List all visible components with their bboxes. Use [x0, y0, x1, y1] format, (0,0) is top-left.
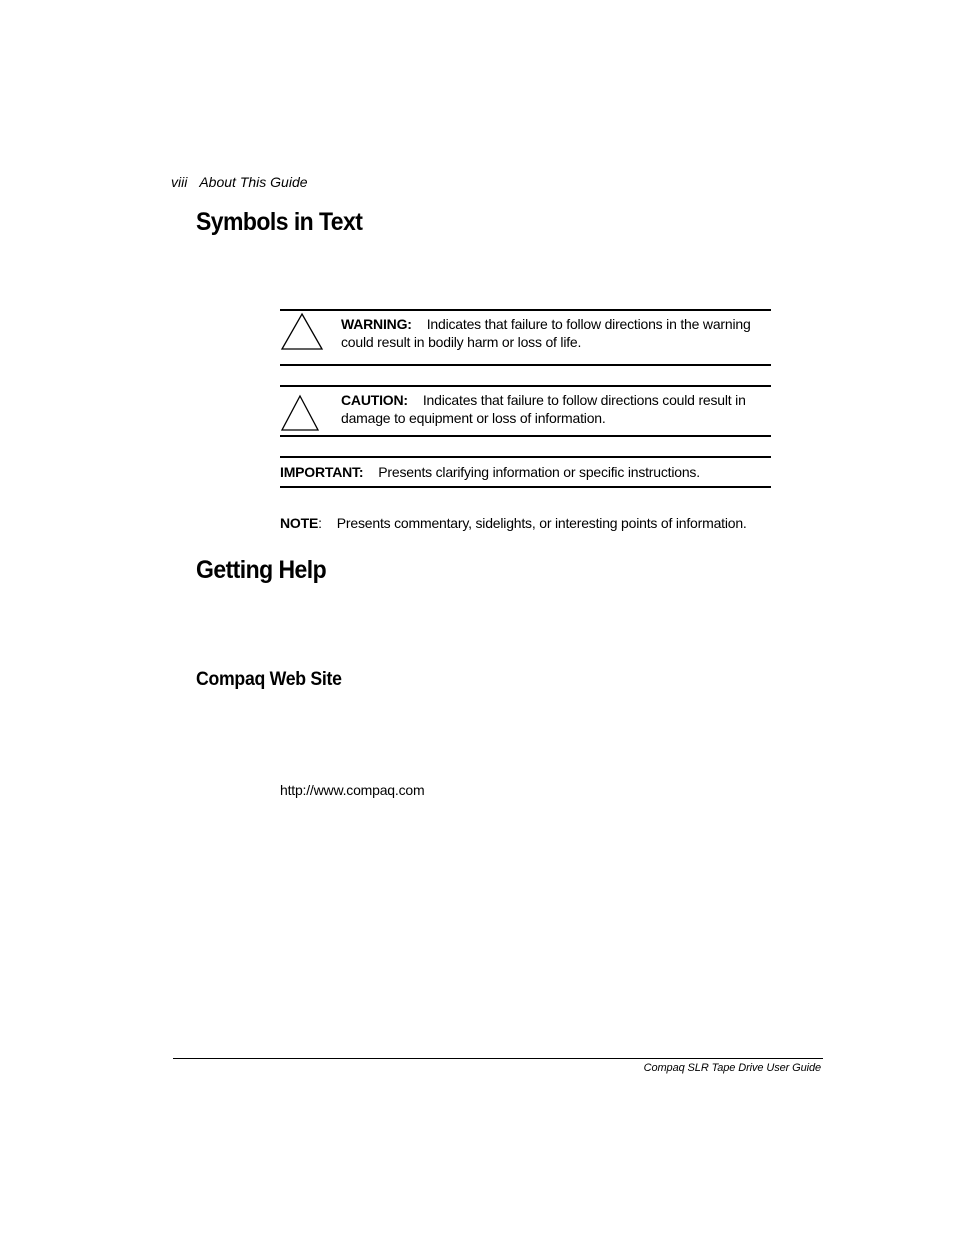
- caution-bottom-rule: [280, 435, 771, 437]
- caution-notice: [341, 391, 771, 427]
- symbols-in-text-heading: Symbols in Text: [196, 208, 363, 236]
- running-header-section: About This Guide: [199, 174, 308, 190]
- footer-rule: [173, 1058, 823, 1059]
- important-label: IMPORTANT:: [280, 464, 364, 480]
- caution-triangle-icon: [280, 394, 324, 434]
- getting-help-heading: Getting Help: [196, 556, 327, 584]
- important-text: Presents clarifying information or specific instructions.: [378, 464, 700, 480]
- caution-label: CAUTION:: [341, 392, 408, 408]
- note-label: NOTE: [280, 515, 319, 531]
- warning-text-line-1: Indicates that failure to follow directions in the warning: [426, 316, 751, 332]
- important-bottom-rule: [280, 486, 771, 488]
- note-colon: :: [318, 515, 322, 531]
- caution-line-1: [341, 391, 771, 409]
- warning-bottom-rule: [280, 364, 771, 366]
- footer-title: Compaq SLR Tape Drive User Guide: [643, 1062, 821, 1074]
- caution-text-line-2: damage to equipment or loss of information.: [341, 410, 606, 426]
- page-number: viii: [171, 174, 188, 190]
- important-notice: [280, 463, 771, 481]
- warning-label: WARNING:: [341, 316, 412, 332]
- compaq-url-link[interactable]: http://www.compaq.com: [280, 782, 425, 798]
- warning-top-rule: [280, 309, 771, 311]
- warning-text-line-2: could result in bodily harm or loss of life.: [341, 334, 582, 350]
- warning-triangle-icon: [280, 312, 324, 352]
- caution-top-rule: [280, 385, 771, 387]
- note-text: Presents commentary, sidelights, or interesting points of information.: [336, 515, 747, 531]
- caution-text-line-1: Indicates that failure to follow directions could result in: [422, 392, 746, 408]
- warning-notice: [341, 315, 771, 351]
- compaq-web-site-heading: Compaq Web Site: [196, 669, 342, 690]
- warning-line-1: [341, 315, 771, 333]
- note-notice: [280, 514, 800, 532]
- important-top-rule: [280, 456, 771, 458]
- running-header: [171, 174, 308, 190]
